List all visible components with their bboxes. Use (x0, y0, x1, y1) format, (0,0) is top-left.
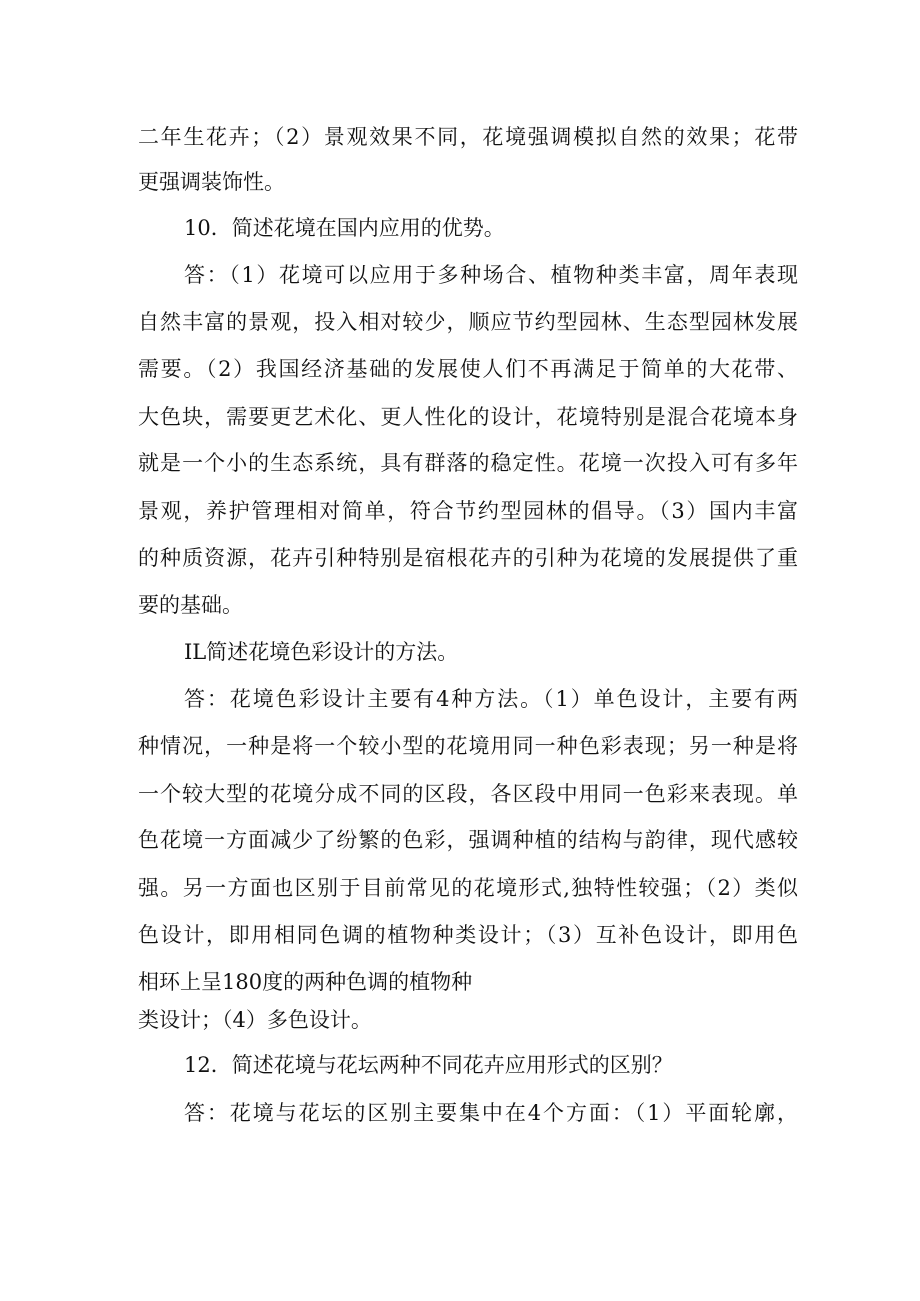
text-line: 大色块，需要更艺术化、更人性化的设计，花境特别是混合花境本身 (138, 405, 798, 429)
text-line: 的种质资源，花卉引种特别是宿根花卉的引种为花境的发展提供了重 (138, 546, 798, 570)
text-line: 色花境一方面减少了纷繁的色彩，强调种植的结构与韵律，现代感较 (138, 828, 798, 852)
text-line: 二年生花卉；（2）景观效果不同，花境强调模拟自然的效果；花带 (138, 125, 798, 149)
text-line: 自然丰富的景观，投入相对较少，顺应节约型园林、生态型园林发展 (138, 310, 798, 334)
text-line: 色设计，即用相同色调的植物种类设计；（3）互补色设计，即用色 (138, 923, 798, 947)
question-11: IL简述花境色彩设计的方法。 (184, 640, 459, 664)
answer-12-line: 答：花境与花坛的区别主要集中在4个方面：（1）平面轮廓， (184, 1101, 798, 1125)
text-line: 相环上呈180度的两种色调的植物种 (138, 970, 473, 994)
text-line: 景观，养护管理相对简单，符合节约型园林的倡导。（3）国内丰富 (138, 499, 798, 523)
question-10: 10．简述花境在国内应用的优势。 (184, 216, 505, 240)
text-line: 一个较大型的花境分成不同的区段，各区段中用同一色彩来表现。单 (138, 782, 798, 806)
text-line: 更强调装饰性。 (138, 170, 285, 194)
text-line: 强。另一方面也区别于目前常见的花境形式,独特性较强；（2）类似 (138, 876, 798, 900)
text-line: 需要。（2）我国经济基础的发展使人们不再满足于简单的大花带、 (138, 357, 798, 381)
answer-10-line: 答：（1）花境可以应用于多种场合、植物种类丰富，周年表现 (184, 263, 798, 287)
answer-11-line: 答：花境色彩设计主要有4种方法。（1）单色设计，主要有两 (184, 687, 798, 711)
text-line: 要的基础。 (138, 593, 243, 617)
text-line: 类设计；（4）多色设计。 (138, 1008, 372, 1032)
text-line: 种情况，一种是将一个较小型的花境用同一种色彩表现；另一种是将 (138, 734, 798, 758)
question-12: 12．简述花境与花坛两种不同花卉应用形式的区别？ (184, 1053, 673, 1077)
text-line: 就是一个小的生态系统，具有群落的稳定性。花境一次投入可有多年 (138, 451, 798, 475)
